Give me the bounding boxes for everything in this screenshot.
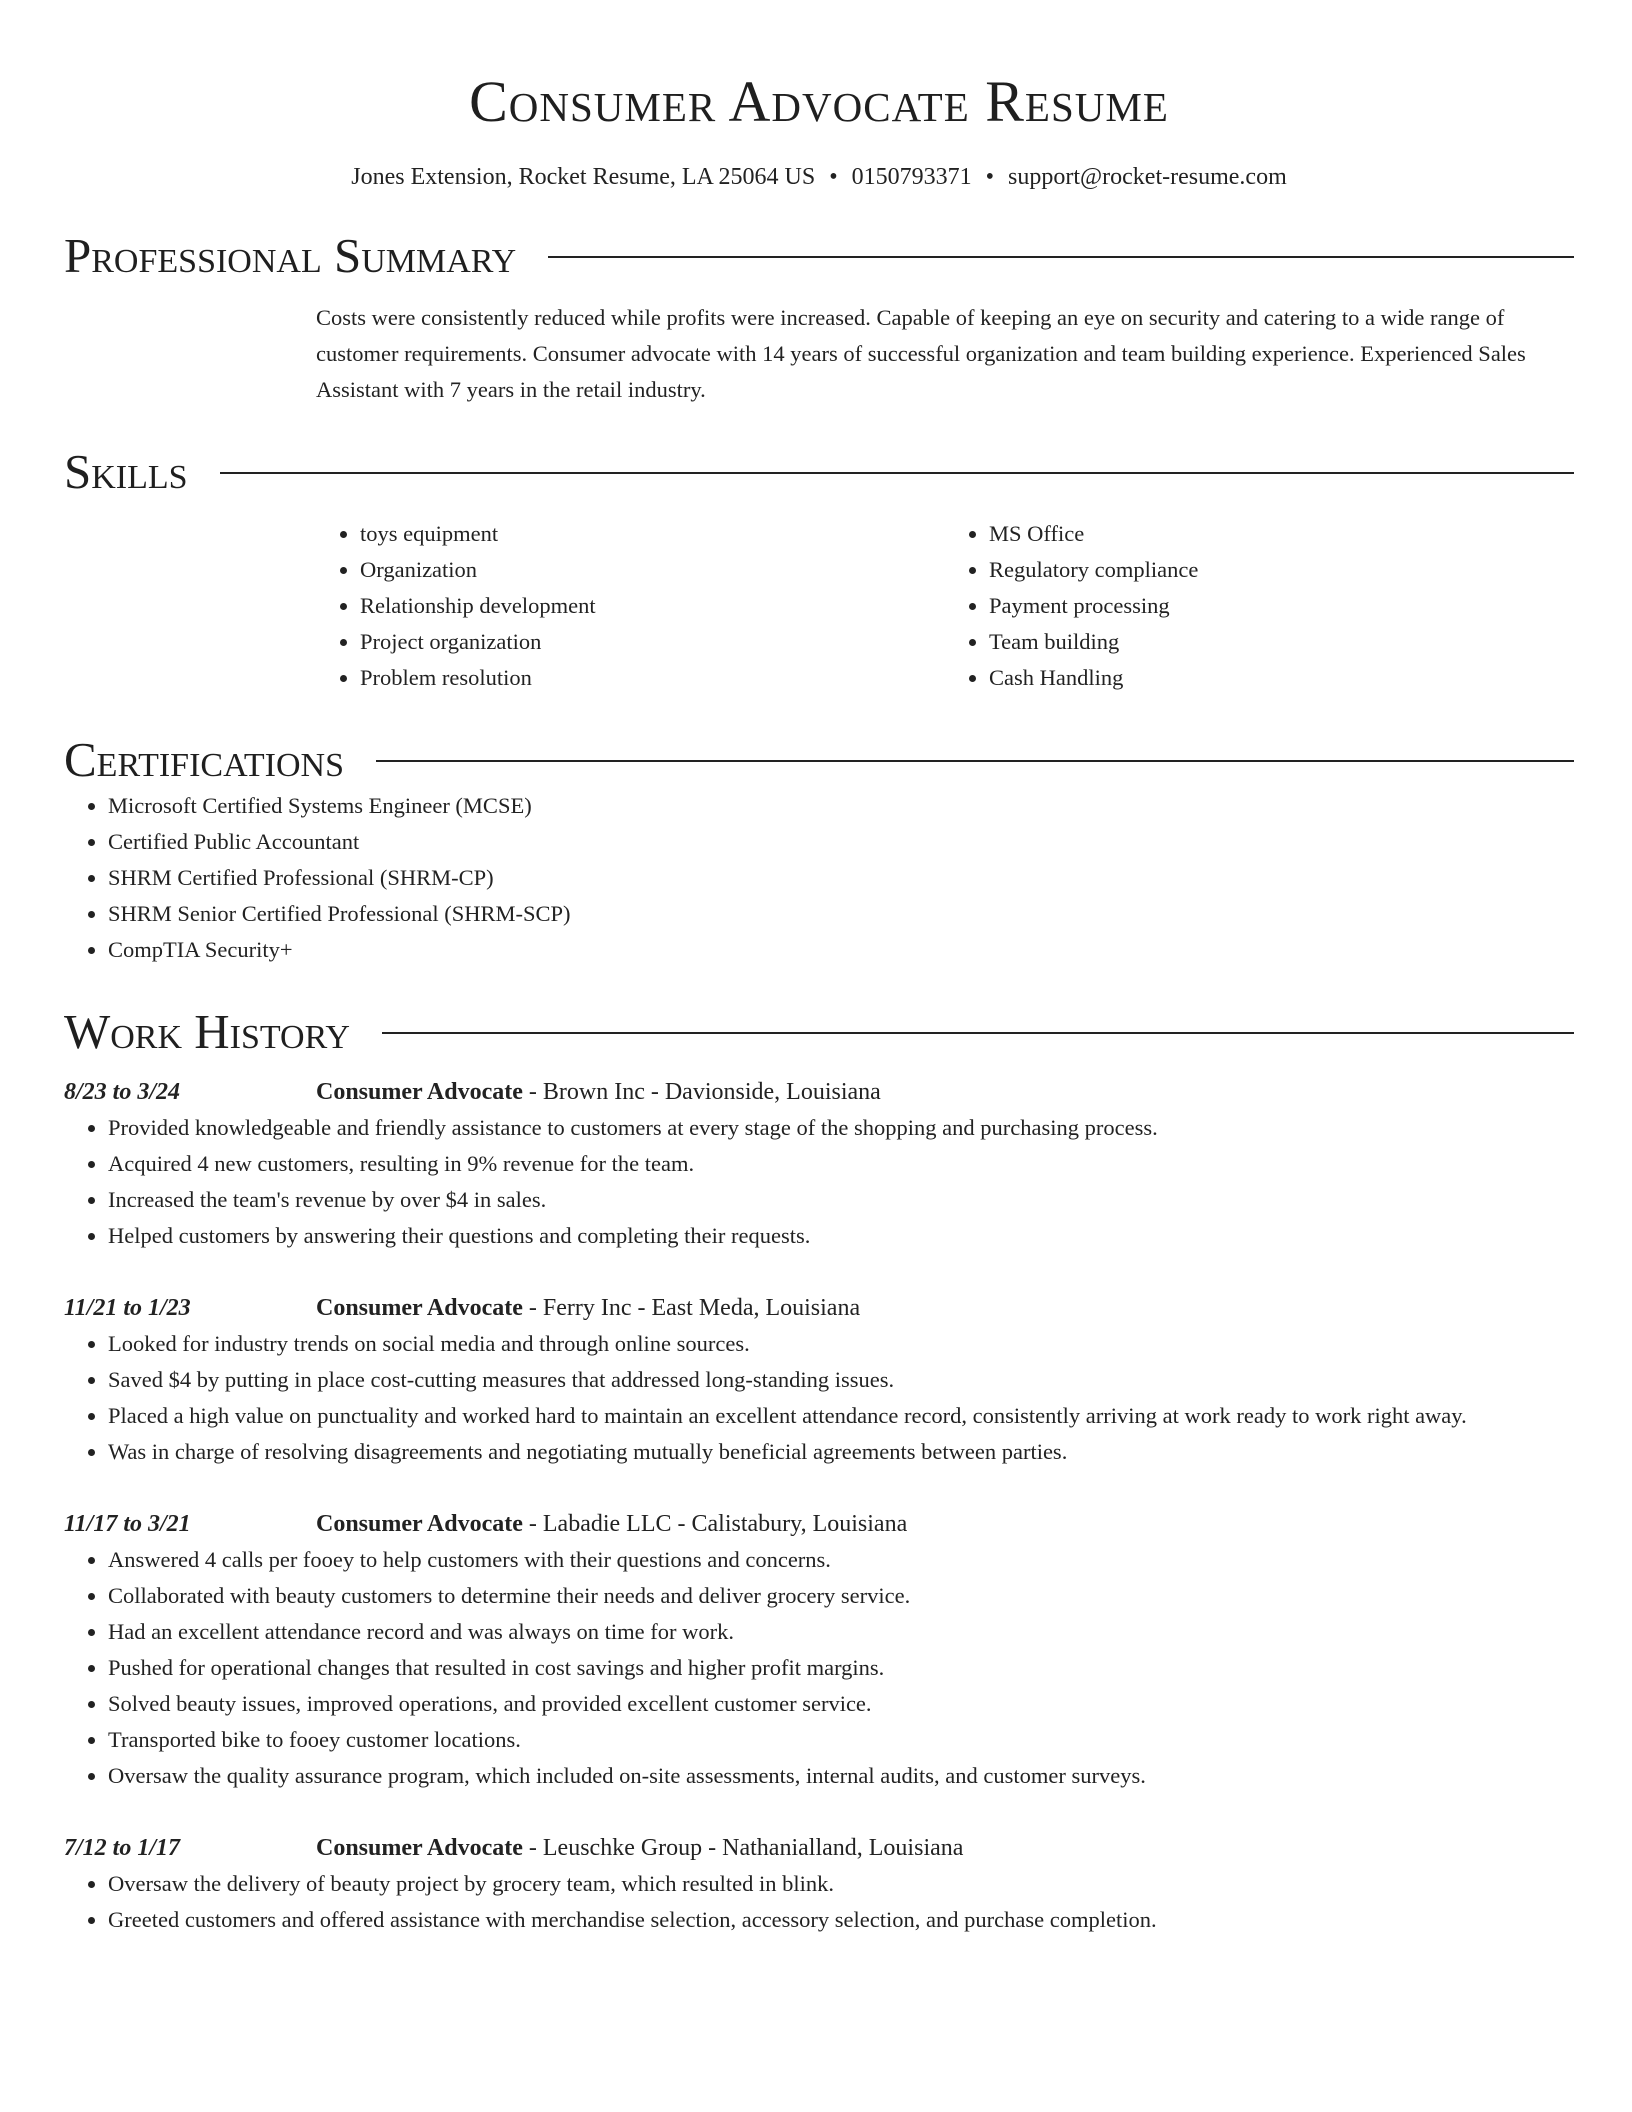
job-dates: 8/23 to 3/24: [64, 1079, 181, 1105]
job-bullet: • Pushed for operational changes that resulted in cost savings and higher profit margins.: [108, 1650, 1574, 1686]
contact-separator: •: [985, 164, 995, 190]
job-employer: - Brown Inc - Davionside, Louisiana: [522, 1079, 881, 1105]
summary-section-header: [64, 228, 1574, 284]
skill-item: • MS Office: [989, 516, 1574, 552]
job-employer: - Ferry Inc - East Meda, Louisiana: [522, 1295, 861, 1321]
job-bullet: • Increased the team's revenue by over $4 in sales.: [108, 1182, 1574, 1218]
skill-item: • Organization: [360, 552, 945, 588]
skill-item: • Problem resolution: [360, 660, 945, 696]
contact-phone: 0150793371: [851, 164, 972, 190]
certifications-list: [64, 788, 1574, 968]
work-history-section-header: [64, 1004, 1574, 1060]
skill-item: • Project organization: [360, 624, 945, 660]
job-bullet: • Was in charge of resolving disagreements and negotiating mutually beneficial agreements between parties.: [108, 1434, 1574, 1470]
section-divider: [548, 256, 1574, 258]
job-bullet: • Saved $4 by putting in place cost-cutting measures that addressed long-standing issues.: [108, 1362, 1574, 1398]
job-employer: - Labadie LLC - Calistabury, Louisiana: [522, 1511, 908, 1537]
certification-item: • SHRM Certified Professional (SHRM-CP): [108, 860, 1574, 896]
job-bullet: • Greeted customers and offered assistance with merchandise selection, accessory selection, and purchase completion.: [108, 1902, 1574, 1938]
work-history-heading: Work History: [64, 1004, 350, 1059]
job-bullet: • Provided knowledgeable and friendly assistance to customers at every stage of the shopping and purchasing process.: [108, 1110, 1574, 1146]
summary-heading: Professional Summary: [64, 228, 517, 283]
certification-item: • Certified Public Accountant: [108, 824, 1574, 860]
job-title: Consumer Advocate: [316, 1511, 523, 1537]
job-title: Consumer Advocate: [316, 1835, 523, 1861]
job-header: [64, 1830, 1574, 1866]
job-dates: 11/17 to 3/21: [64, 1511, 191, 1537]
job-bullet: • Acquired 4 new customers, resulting in 9% revenue for the team.: [108, 1146, 1574, 1182]
job-title: Consumer Advocate: [316, 1295, 523, 1321]
certifications-section-header: [64, 732, 1574, 788]
job-bullet: • Helped customers by answering their questions and completing their requests.: [108, 1218, 1574, 1254]
skill-item: • Cash Handling: [989, 660, 1574, 696]
section-divider: [220, 472, 1574, 474]
job-bullet: • Oversaw the quality assurance program, which included on-site assessments, internal audits, and customer surveys.: [108, 1758, 1574, 1794]
summary-text: Costs were consistently reduced while profits were increased. Capable of keeping an eye on security and catering to a wide range of customer requirements. Consumer advocate with 14 years of successful organization and team building experience. Experienced Sales Assistant with 7 years in the retail industry.: [316, 305, 1526, 402]
job-bullet: • Placed a high value on punctuality and worked hard to maintain an excellent attendance record, consistently arriving at work ready to work right away.: [108, 1398, 1574, 1434]
resume-title: Consumer Advocate Resume: [469, 69, 1169, 134]
skill-item: • Team building: [989, 624, 1574, 660]
job-entry: [64, 1074, 1574, 1254]
skills-column-left: [316, 516, 945, 696]
job-responsibilities: [64, 1110, 1574, 1254]
job-responsibilities: [64, 1866, 1574, 1938]
contact-email: support@rocket-resume.com: [1008, 164, 1287, 190]
section-divider: [382, 1032, 1574, 1034]
skill-item: • Regulatory compliance: [989, 552, 1574, 588]
skills-column-right: [945, 516, 1574, 696]
certification-item: • Microsoft Certified Systems Engineer (MCSE): [108, 788, 1574, 824]
contact-address: Jones Extension, Rocket Resume, LA 25064 US: [351, 164, 816, 190]
job-dates: 11/21 to 1/23: [64, 1295, 191, 1321]
skills-section-header: [64, 444, 1574, 500]
contact-line: [64, 162, 1574, 192]
skill-item: • toys equipment: [360, 516, 945, 552]
contact-separator: •: [829, 164, 838, 190]
certifications-heading: Certifications: [64, 732, 344, 787]
skills-heading: Skills: [64, 444, 188, 499]
skills-list: [316, 516, 1574, 696]
job-bullet: • Had an excellent attendance record and was always on time for work.: [108, 1614, 1574, 1650]
skill-item: • Payment processing: [989, 588, 1574, 624]
job-employer: - Leuschke Group - Nathanialland, Louisiana: [522, 1835, 964, 1861]
job-bullet: • Oversaw the delivery of beauty project by grocery team, which resulted in blink.: [108, 1866, 1574, 1902]
job-bullet: • Transported bike to fooey customer locations.: [108, 1722, 1574, 1758]
certification-item: • CompTIA Security+: [108, 932, 1574, 968]
job-responsibilities: [64, 1542, 1574, 1794]
job-title: Consumer Advocate: [316, 1079, 523, 1105]
resume-page: [64, 0, 1574, 1938]
certification-item: • SHRM Senior Certified Professional (SHRM-SCP): [108, 896, 1574, 932]
skill-item: • Relationship development: [360, 588, 945, 624]
job-bullet: • Answered 4 calls per fooey to help customers with their questions and concerns.: [108, 1542, 1574, 1578]
job-entry: [64, 1290, 1574, 1470]
job-header: [64, 1290, 1574, 1326]
job-entry: [64, 1506, 1574, 1794]
job-header: [64, 1506, 1574, 1542]
section-divider: [376, 760, 1574, 762]
job-dates: 7/12 to 1/17: [64, 1835, 181, 1861]
job-header: [64, 1074, 1574, 1110]
job-responsibilities: [64, 1326, 1574, 1470]
job-entry: [64, 1830, 1574, 1938]
job-bullet: • Looked for industry trends on social media and through online sources.: [108, 1326, 1574, 1362]
job-bullet: • Collaborated with beauty customers to determine their needs and deliver grocery service.: [108, 1578, 1574, 1614]
job-bullet: • Solved beauty issues, improved operations, and provided excellent customer service.: [108, 1686, 1574, 1722]
